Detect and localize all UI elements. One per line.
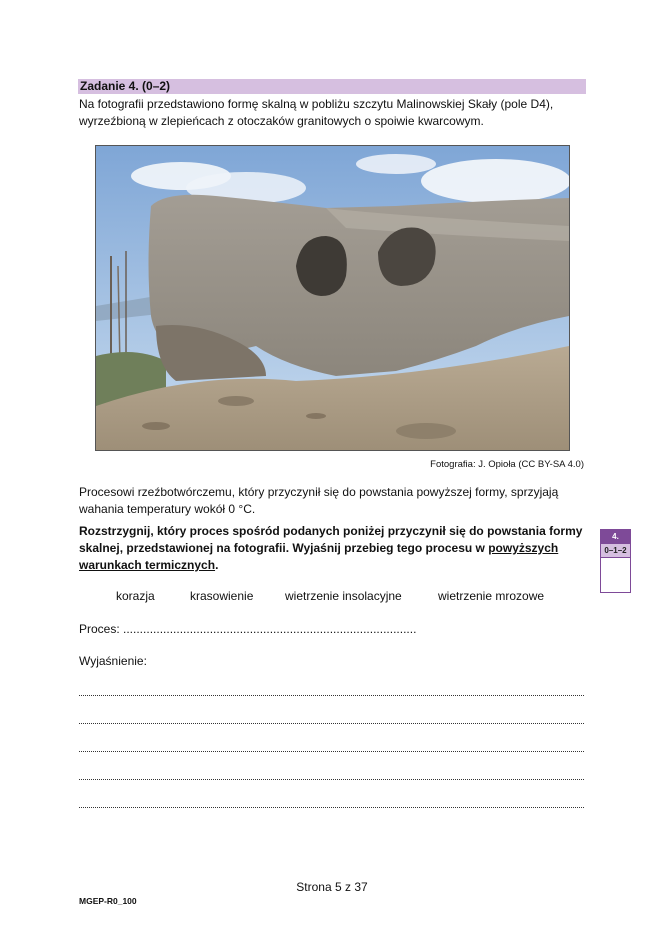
- exam-code: MGEP-R0_100: [79, 896, 137, 906]
- option-item: wietrzenie insolacyjne: [285, 589, 402, 603]
- instruction-end: .: [215, 558, 219, 572]
- option-item: korazja: [116, 589, 155, 603]
- instruction-main: Rozstrzygnij, który proces spośród podanych poniżej przyczynił się do powstania formy skalnej, przedstawionej na fotografii. Wyjaśnij przebieg tego procesu w: [79, 524, 583, 555]
- wyjasnienie-label: Wyjaśnienie:: [79, 654, 147, 668]
- task-instruction: [79, 523, 589, 574]
- task-paragraph: Procesowi rzeźbotwórczemu, który przyczynił się do powstania powyższej formy, sprzyjają wahania temperatury wokół 0 °C.: [79, 485, 559, 516]
- answer-line[interactable]: [79, 807, 584, 808]
- proces-answer-field[interactable]: Proces: ........................................................................................: [79, 622, 417, 636]
- option-list: [0, 589, 664, 605]
- score-task-number: 4.: [601, 530, 630, 544]
- task-intro: Na fotografii przedstawiono formę skalną w pobliżu szczytu Malinowskiej Skały (pole D4), wyrzeźbioną w zlepieńcach z otoczaków granitowych o spoiwie kwarcowym.: [79, 97, 554, 128]
- rock-photo: [95, 145, 570, 451]
- answer-line[interactable]: [79, 751, 584, 752]
- answer-line[interactable]: [79, 779, 584, 780]
- answer-line[interactable]: [79, 695, 584, 696]
- option-item: krasowienie: [190, 589, 254, 603]
- task-header: Zadanie 4. (0–2): [78, 79, 586, 94]
- score-box: [600, 529, 631, 593]
- option-item: wietrzenie mrozowe: [438, 589, 545, 603]
- instruction-underlined: powyższych warunkach termicznych: [79, 541, 559, 572]
- photo-credit: Fotografia: J. Opioła (CC BY-SA 4.0): [430, 459, 584, 470]
- answer-line[interactable]: [79, 723, 584, 724]
- page-number: Strona 5 z 37: [296, 880, 368, 894]
- score-points: 0–1–2: [601, 544, 630, 558]
